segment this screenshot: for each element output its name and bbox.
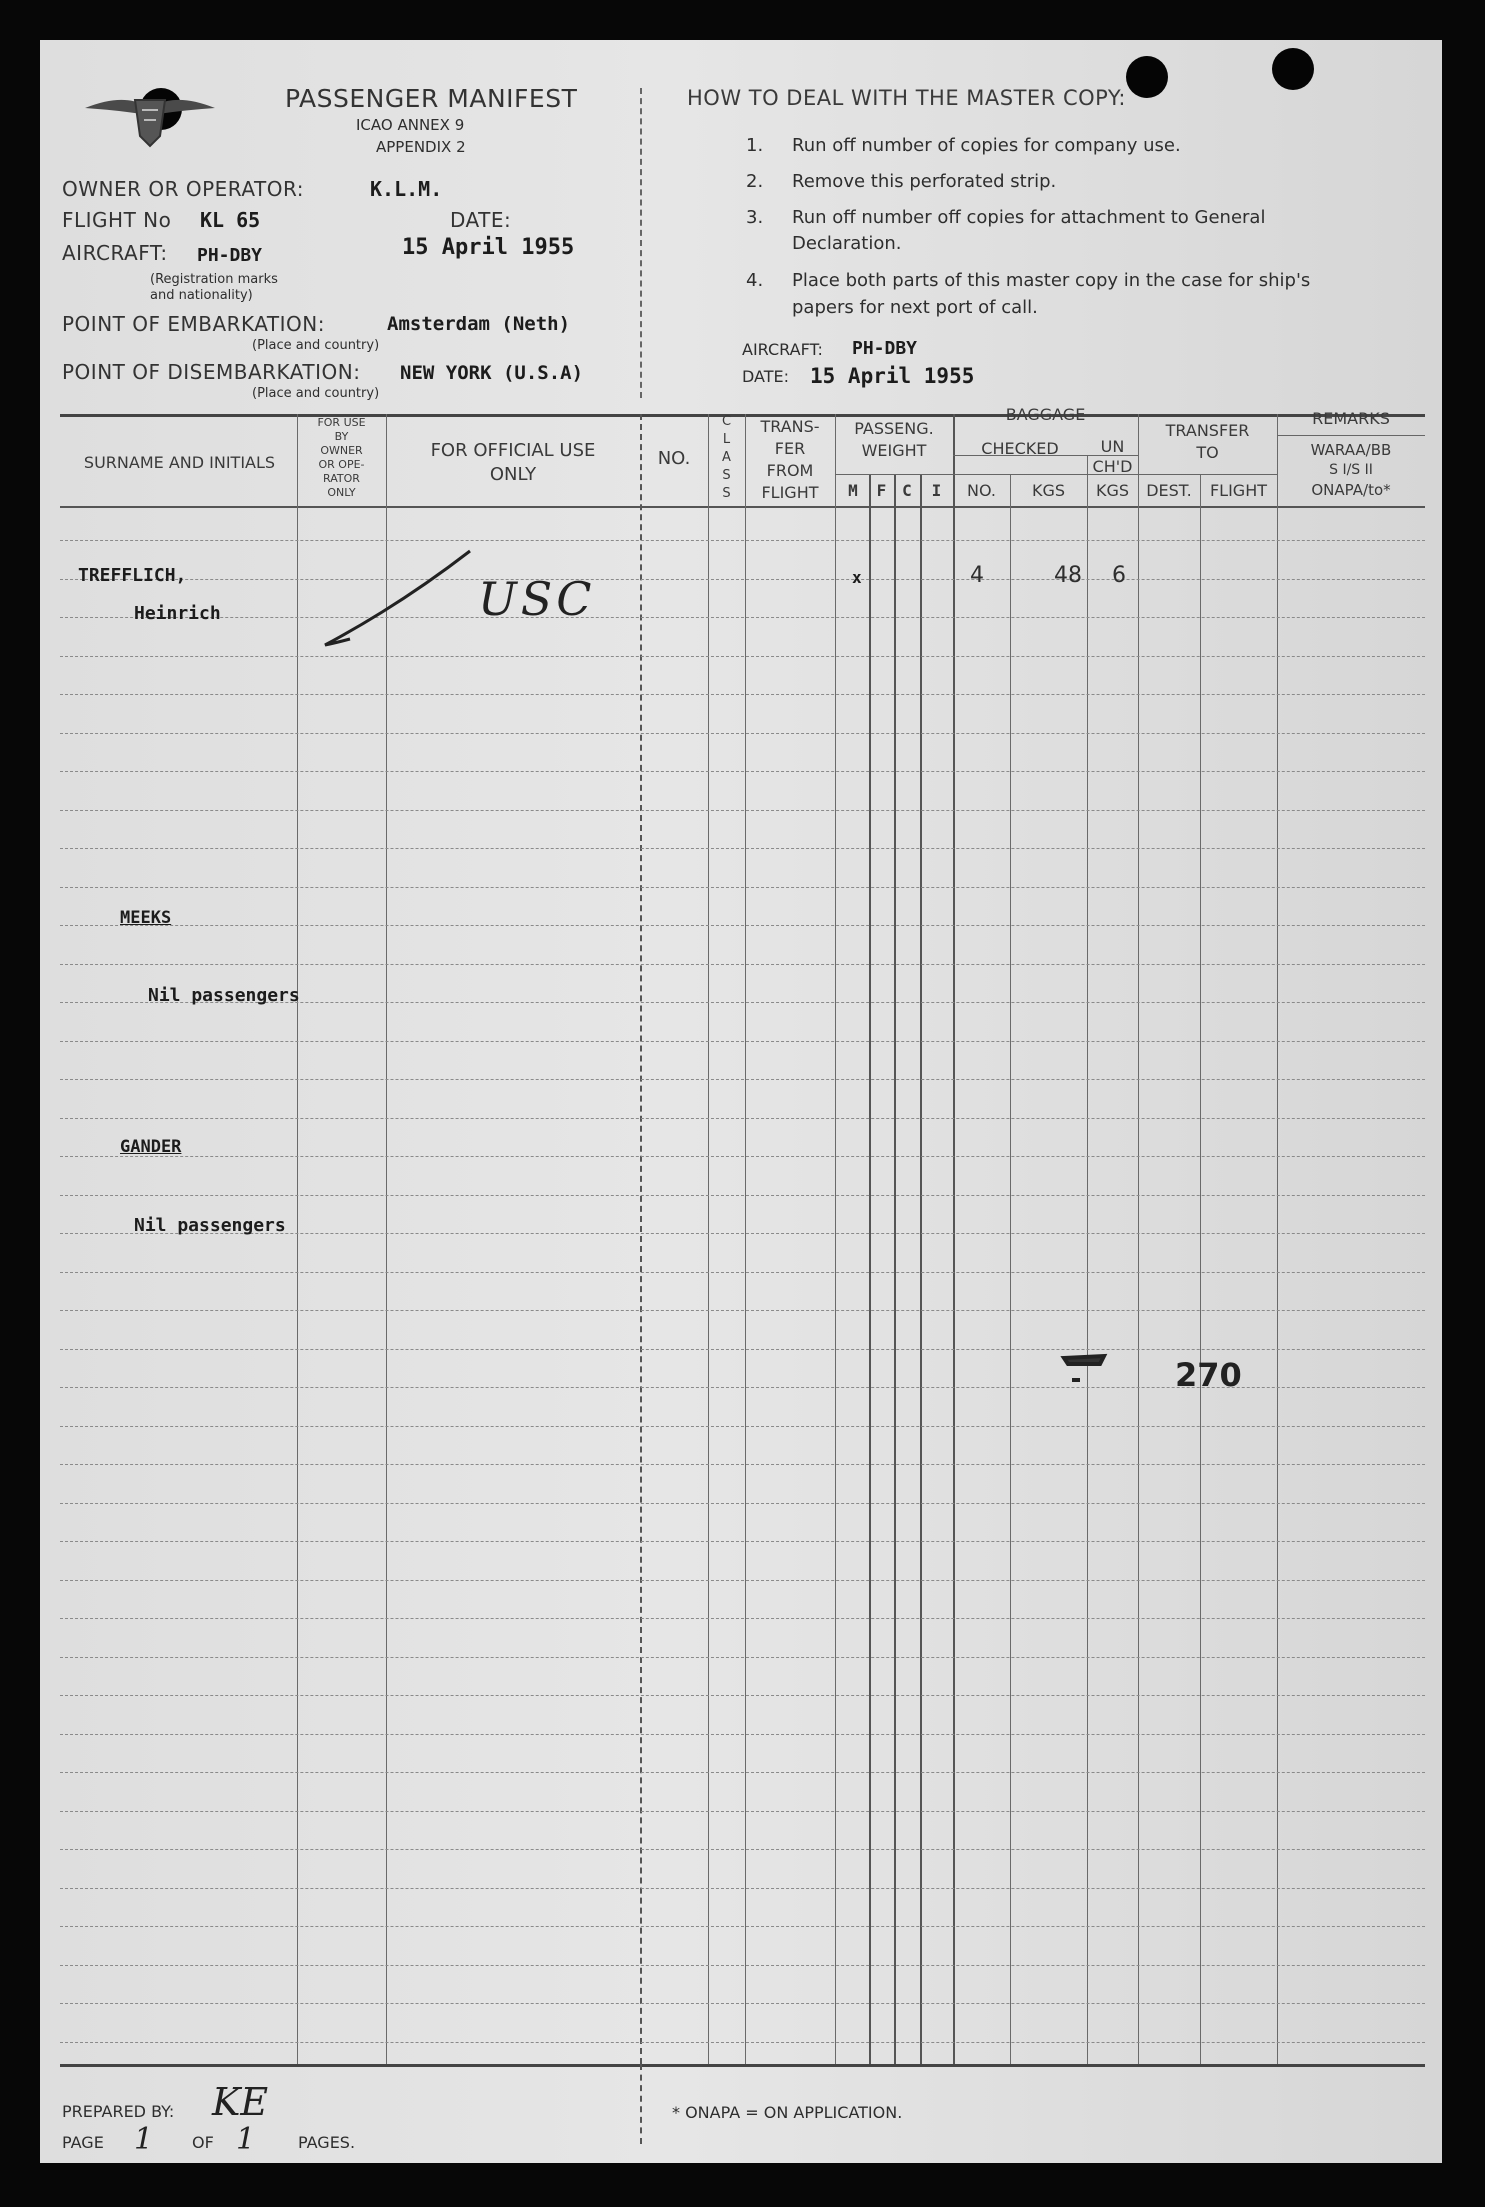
row-rule xyxy=(60,1580,1425,1581)
onapa-note: * ONAPA = ON APPLICATION. xyxy=(672,2103,903,2122)
row-rule xyxy=(60,1195,1425,1196)
bag-no: 4 xyxy=(970,563,984,588)
row-rule xyxy=(60,694,1425,695)
col-class-a: A xyxy=(722,450,731,465)
weight-sub-rule xyxy=(835,474,953,475)
col-transfer-to-1: TRANSFER xyxy=(1165,421,1250,440)
row-rule xyxy=(60,1926,1425,1927)
icao-annex: ICAO ANNEX 9 xyxy=(356,116,465,134)
row-rule xyxy=(60,887,1425,888)
col-transfer-to-2: TO xyxy=(1196,443,1219,462)
instruction-4: Place both parts of this master copy in the case for ship's xyxy=(792,270,1311,291)
row-rule xyxy=(60,1464,1425,1465)
flight-label: FLIGHT No xyxy=(62,208,172,232)
row-rule xyxy=(60,2042,1425,2043)
col-foruse-1: FOR USE xyxy=(317,416,366,429)
row-rule xyxy=(60,1079,1425,1080)
instruction-2: Remove this perforated strip. xyxy=(792,171,1057,192)
row-rule xyxy=(60,1618,1425,1619)
stop-1-name: MEEKS xyxy=(120,908,172,928)
col-official-2: ONLY xyxy=(489,464,537,485)
stamp-number: 270 xyxy=(1175,1356,1242,1394)
stop-1-note: Nil passengers xyxy=(148,985,300,1006)
flight-value: KL 65 xyxy=(200,208,261,232)
instruction-3-cont: Declaration. xyxy=(792,233,902,254)
col-weight-f: F xyxy=(876,481,887,500)
col-checked-no: NO. xyxy=(967,481,996,500)
col-line-bag-kgs xyxy=(1087,455,1088,2064)
instruction-4-num: 4. xyxy=(746,270,764,291)
remarks-sub-rule xyxy=(1277,435,1425,436)
row-rule xyxy=(60,733,1425,734)
table-header-rule xyxy=(60,506,1425,508)
embarkation-note: (Place and country) xyxy=(252,338,380,353)
row-rule xyxy=(60,964,1425,965)
row-rule xyxy=(60,1310,1425,1311)
pages-label: PAGES. xyxy=(298,2133,356,2152)
col-foruse-4: OR OPE- xyxy=(318,458,365,471)
row-rule xyxy=(60,1657,1425,1658)
unchd-kgs: 6 xyxy=(1112,563,1126,588)
bag-kgs: 48 xyxy=(1054,563,1082,588)
col-foruse-2: BY xyxy=(334,430,349,443)
row-rule xyxy=(60,848,1425,849)
punch-hole-corner xyxy=(1272,48,1314,90)
disembarkation-note: (Place and country) xyxy=(252,386,380,401)
transfer-sub-rule xyxy=(1138,474,1277,475)
appendix: APPENDIX 2 xyxy=(376,138,466,156)
col-line-no xyxy=(708,414,709,2064)
row-rule xyxy=(60,617,1425,618)
col-foruse-5: RATOR xyxy=(323,472,360,485)
official-mark: USC xyxy=(478,572,596,626)
stamp-mark xyxy=(1060,1350,1110,1390)
col-weight-i: I xyxy=(931,481,942,500)
manifest-sheet xyxy=(40,40,1442,2163)
row-rule xyxy=(60,1118,1425,1119)
header-divider xyxy=(640,88,642,398)
col-transfer-from-1: TRANS- xyxy=(760,417,820,436)
embarkation-label: POINT OF EMBARKATION: xyxy=(62,312,325,336)
instruction-1: Run off number of copies for company use. xyxy=(792,135,1181,156)
date-label: DATE: xyxy=(450,208,512,232)
col-foruse-3: OWNER xyxy=(320,444,363,457)
col-line-transfer-from xyxy=(835,414,836,2064)
row-rule xyxy=(60,810,1425,811)
col-remarks-sub-3: ONAPA/to* xyxy=(1311,481,1391,499)
row-rule xyxy=(60,1426,1425,1427)
col-line-weight xyxy=(953,414,955,2064)
of-label: OF xyxy=(192,2133,214,2152)
row-rule xyxy=(60,1965,1425,1966)
row-rule xyxy=(60,1541,1425,1542)
col-line-weight-f xyxy=(894,474,896,2064)
of-value: 1 xyxy=(236,2122,256,2157)
aircraft-note-1: (Registration marks xyxy=(150,272,278,287)
row-rule xyxy=(60,1849,1425,1850)
col-checked: CHECKED xyxy=(981,439,1059,458)
instruction-4-cont: papers for next port of call. xyxy=(792,297,1038,318)
row-rule xyxy=(60,1349,1425,1350)
col-weight-1: PASSENG. xyxy=(854,419,934,438)
col-surname: SURNAME AND INITIALS xyxy=(83,453,276,472)
klm-wings-logo xyxy=(80,80,220,150)
row-rule xyxy=(60,1888,1425,1889)
col-class-l: L xyxy=(722,432,731,447)
row-rule xyxy=(60,1734,1425,1735)
date-value: 15 April 1955 xyxy=(402,235,575,260)
col-weight-m: M xyxy=(848,481,858,500)
col-line-bag-no xyxy=(1010,474,1011,2064)
row-rule xyxy=(60,1272,1425,1273)
embarkation-value: Amsterdam (Neth) xyxy=(387,313,571,335)
row-rule xyxy=(60,1503,1425,1504)
instruction-2-num: 2. xyxy=(746,171,764,192)
punch-hole-right xyxy=(1126,56,1168,98)
col-line-dest xyxy=(1200,474,1201,2064)
weight-mark: x xyxy=(852,568,862,587)
col-line-weight-c xyxy=(920,474,922,2064)
col-line-official xyxy=(640,414,642,2064)
row-rule xyxy=(60,579,1425,580)
col-checked-kgs: KGS xyxy=(1031,481,1066,500)
col-unchd-2: CH'D xyxy=(1092,457,1133,476)
col-transfer-from-3: FROM xyxy=(766,461,814,480)
row-rule xyxy=(60,1772,1425,1773)
passenger-given-name: Heinrich xyxy=(134,603,221,624)
instr-aircraft-value: PH-DBY xyxy=(852,338,918,359)
col-unchd-1: UN xyxy=(1100,437,1125,456)
prepared-label: PREPARED BY: xyxy=(62,2102,175,2121)
row-rule xyxy=(60,1156,1425,1157)
row-rule xyxy=(60,656,1425,657)
col-line-class xyxy=(745,414,746,2064)
aircraft-value: PH-DBY xyxy=(197,245,263,266)
row-rule xyxy=(60,1041,1425,1042)
instr-date-value: 15 April 1955 xyxy=(810,364,975,388)
col-line-weight-m xyxy=(869,474,871,2064)
col-official-1: FOR OFFICIAL USE xyxy=(430,440,596,461)
row-rule xyxy=(60,771,1425,772)
row-rule xyxy=(60,2003,1425,2004)
col-no: NO. xyxy=(657,448,691,469)
handwritten-slash xyxy=(280,545,480,655)
row-rule xyxy=(60,540,1425,541)
col-dest: DEST. xyxy=(1146,481,1192,500)
stop-2-name: GANDER xyxy=(120,1137,182,1157)
instr-date-label: DATE: xyxy=(742,367,790,386)
prepared-value: KE xyxy=(212,2080,269,2124)
col-weight-2: WEIGHT xyxy=(861,441,927,460)
col-remarks-sub-2: S I/S II xyxy=(1329,462,1373,478)
row-rule xyxy=(60,1695,1425,1696)
col-flight: FLIGHT xyxy=(1209,481,1268,500)
page-value: 1 xyxy=(134,2122,154,2157)
disembarkation-value: NEW YORK (U.S.A) xyxy=(400,362,584,384)
instructions-title: HOW TO DEAL WITH THE MASTER COPY: xyxy=(687,86,1126,110)
col-unchd-kgs: KGS xyxy=(1095,481,1130,500)
col-foruse-6: ONLY xyxy=(327,486,356,499)
col-remarks: REMARKS xyxy=(1312,409,1390,428)
col-transfer-from-4: FLIGHT xyxy=(761,483,819,502)
col-class-s1: S xyxy=(722,468,731,483)
aircraft-label: AIRCRAFT: xyxy=(62,241,168,265)
owner-label: OWNER OR OPERATOR: xyxy=(62,177,304,201)
col-line-unchd xyxy=(1138,414,1139,2064)
col-line-foruse xyxy=(386,414,387,2064)
col-class-s2: S xyxy=(722,486,731,501)
row-rule xyxy=(60,925,1425,926)
instruction-3: Run off number off copies for attachment to General xyxy=(792,207,1266,228)
instr-aircraft-label: AIRCRAFT: xyxy=(742,340,823,359)
row-rule xyxy=(60,1811,1425,1812)
col-weight-c: C xyxy=(902,481,912,500)
col-remarks-sub-1: WARAA/BB xyxy=(1310,441,1392,459)
disembarkation-label: POINT OF DISEMBARKATION: xyxy=(62,360,361,384)
instruction-3-num: 3. xyxy=(746,207,764,228)
passenger-surname: TREFFLICH, xyxy=(78,565,187,586)
aircraft-note-2: and nationality) xyxy=(150,288,253,303)
col-class-c: C xyxy=(721,414,732,429)
col-transfer-from-2: FER xyxy=(774,439,806,458)
manifest-title: PASSENGER MANIFEST xyxy=(285,84,578,113)
col-line-surname xyxy=(297,414,298,2064)
owner-value: K.L.M. xyxy=(370,177,443,201)
page-label: PAGE xyxy=(62,2133,104,2152)
col-line-transfer xyxy=(1277,414,1278,2064)
table-bottom-rule xyxy=(60,2064,1425,2067)
col-baggage: BAGGAGE xyxy=(1005,405,1086,424)
stop-2-note: Nil passengers xyxy=(134,1215,286,1236)
instruction-1-num: 1. xyxy=(746,135,764,156)
footer-divider xyxy=(640,2064,642,2144)
